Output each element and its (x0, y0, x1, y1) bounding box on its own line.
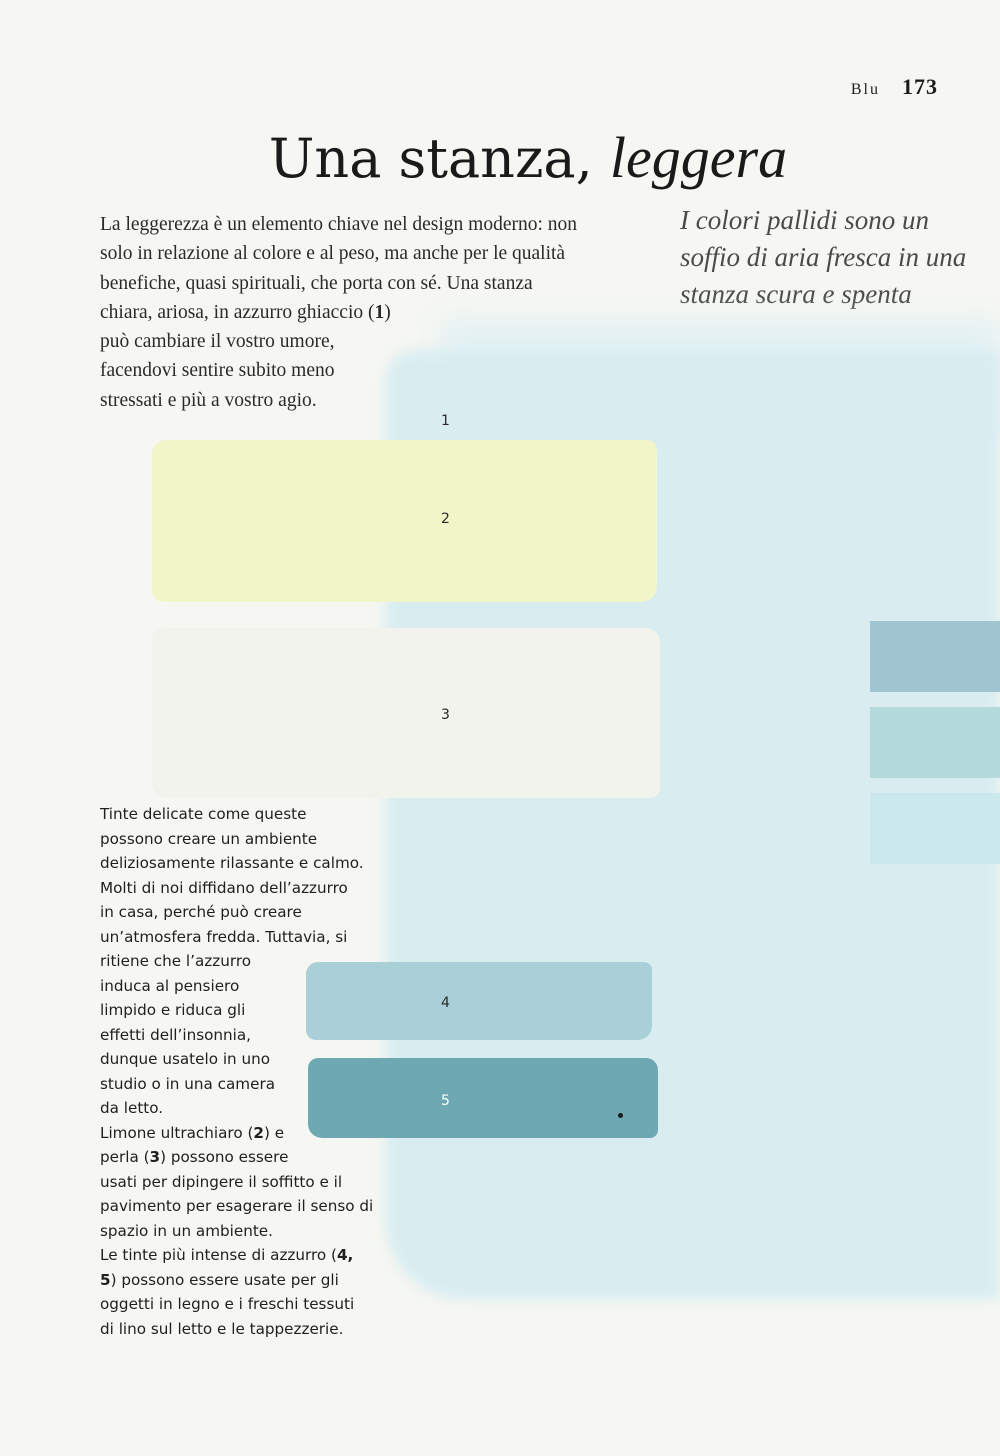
body-line: perla (3) possono essere (100, 1148, 289, 1166)
intro-line: facendovi sentire subito meno (100, 360, 335, 382)
body-line: Molti di noi diffidano dell’azzurro (100, 878, 348, 897)
intro-line: chiara, ariosa, in azzurro ghiaccio (1) (100, 301, 391, 323)
body-line: Le tinte più intense di azzurro (4, (100, 1246, 354, 1264)
body-line: studio o in una camera (100, 1074, 275, 1093)
swatch-5-number: 5 (441, 1093, 450, 1109)
body-line: induca al pensiero (100, 976, 240, 995)
intro-line: solo in relazione al colore e al peso, ma anche per le qualità (100, 243, 566, 265)
intro-line: stressati e più a vostro agio. (100, 389, 317, 411)
body-line: usati per dipingere il soffitto e il (100, 1172, 343, 1191)
body-line: deliziosamente rilassante e calmo. (100, 854, 364, 872)
body-line: effetti dell’insonnia, (100, 1025, 252, 1044)
title-regular: Una stanza, (268, 127, 593, 190)
swatch-2-number: 2 (441, 511, 450, 527)
page-header (851, 74, 938, 100)
body-line: pavimento per esagerare il senso di (100, 1197, 374, 1215)
body-line: Tinte delicate come queste (100, 805, 307, 823)
body-line: 5) possono essere usate per gli (100, 1270, 339, 1289)
section-name: Blu (850, 81, 880, 98)
title-italic: leggera (609, 125, 788, 190)
pull-quote-line: I colori pallidi sono un (680, 205, 929, 235)
swatch-4-number: 4 (441, 995, 450, 1011)
intro-line: può cambiare il vostro umore, (100, 331, 335, 353)
body-paragraph (100, 802, 380, 1341)
pull-quote-line: stanza scura e spenta (680, 279, 912, 309)
pull-quote-line: soffio di aria fresca in una (680, 242, 967, 272)
swatch-2-lemon (152, 440, 657, 602)
body-line: ritiene che l’azzurro (100, 952, 252, 970)
intro-line: La leggerezza è un elemento chiave nel design moderno: non (100, 214, 578, 235)
body-line: possono creare un ambiente (100, 829, 318, 848)
swatch-3-pearl (152, 628, 660, 798)
body-line: da letto. (100, 1099, 164, 1117)
swatch-3-number: 3 (441, 707, 450, 723)
body-line: un’atmosfera fredda. Tuttavia, si (100, 927, 348, 946)
body-line: spazio in un ambiente. (100, 1221, 273, 1240)
body-line: dunque usatelo in uno (100, 1050, 271, 1068)
edge-chip-3 (870, 793, 1000, 864)
body-line: in casa, perché può creare (100, 903, 302, 921)
edge-chip-2 (870, 707, 1000, 778)
body-line: oggetti in legno e i freschi tessuti (100, 1295, 355, 1313)
body-line: Limone ultrachiaro (2) e (100, 1123, 285, 1142)
swatch-1-number: 1 (441, 413, 450, 429)
edge-chip-1 (870, 621, 1000, 692)
intro-line: benefiche, quasi spirituali, che porta con sé. Una stanza (100, 272, 533, 294)
paint-speck (618, 1113, 623, 1118)
body-line: di lino sul letto e le tappezzerie. (100, 1319, 344, 1338)
intro-paragraph (100, 210, 660, 415)
page-title (0, 124, 1000, 191)
body-line: limpido e riduca gli (100, 1001, 246, 1019)
page-number: 173 (902, 74, 938, 99)
pull-quote (680, 202, 980, 313)
